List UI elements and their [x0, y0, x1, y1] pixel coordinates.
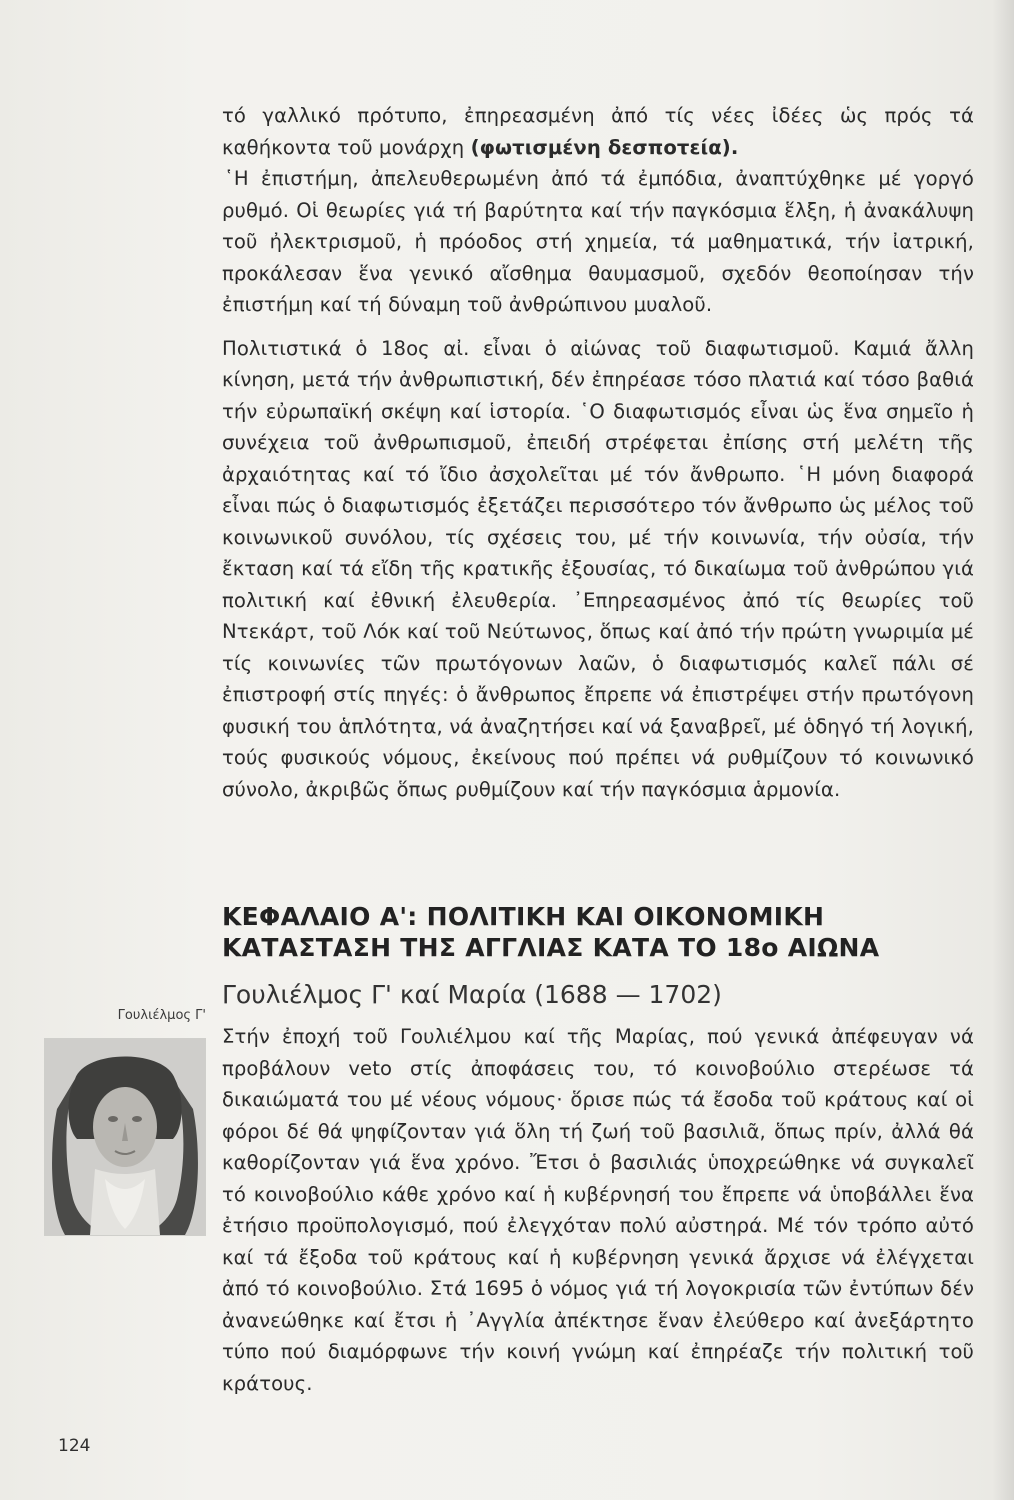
paragraph-science: ῾Η ἐπιστήμη, ἀπελευθερωμένη ἀπό τά ἐμπόδια, ἀναπτύχθηκε μέ γοργό ρυθμό. Οἱ θεωρίες γιά τή βαρύτητα καί τήν παγκόσμια ἕλξη, ἡ ἀνακάλυψη τοῦ ἠλεκτρισμοῦ, ἡ πρόοδος στή χημεία, τά μαθηματικά, τήν ἰατρική, προκάλεσαν ἕνα γενικό αἴσθημα θαυμασμοῦ, σχεδόν θεοποίησαν τήν ἐπιστήμη καί τή δύναμη τοῦ ἀνθρώπινου μυαλοῦ.	[222, 167, 974, 316]
portrait-image	[44, 1038, 206, 1236]
paragraph-intro	[222, 100, 974, 163]
main-text-column	[222, 100, 974, 1399]
enlightened-despotism-term: (φωτισμένη δεσποτεία).	[470, 135, 739, 159]
chapter-heading-line-1: ΚΕΦΑΛΑΙΟ Α': ΠΟΛΙΤΙΚΗ ΚΑΙ ΟΙΚΟΝΟΜΙΚΗ	[222, 902, 825, 931]
chapter-heading	[222, 901, 974, 963]
portrait-caption: Γουλιέλμος Γ'	[117, 1008, 206, 1023]
paragraph-william-mary: Στήν ἐποχή τοῦ Γουλιέλμου καί τῆς Μαρίας, πού γενικά ἀπέφευγαν νά προβάλουν veto στίς ἀποφάσεις του, τό κοινοβούλιο στερέωσε τά δικαιώματά του μέ νέους νόμους· ὅρισε πώς τά ἔσοδα τοῦ κράτους καί οἱ φόροι δέ θά ψηφίζονταν γιά ὅλη τή ζωή τοῦ βασιλιᾶ, ὅπως πρίν, ἀλλά θά καθορίζονταν γιά ἕνα χρόνο. Ἔτσι ὁ βασιλιάς ὑποχρεώθηκε νά συγκαλεῖ τό κοινοβούλιο κάθε χρόνο καί ἡ κυβέρνησή του ἔπρεπε νά ὑποβάλλει ἕνα ἐτήσιο προϋπολογισμό, πού ἐλεγχόταν πολύ αὐστηρά. Μέ τόν τρόπο αὐτό καί τά ἔξοδα τοῦ κράτους καί ἡ κυβέρνηση γενικά ἄρχισε νά ἐλέγχεται ἀπό τό κοινοβούλιο. Στά 1695 ὁ νόμος γιά τή λογοκρισία τῶν ἐντύπων δέν ἀνανεώθηκε καί ἔτσι ἡ ᾽Αγγλία ἀπέκτησε ἕναν ἐλεύθερο καί ἀνεξάρτητο τύπο πού διαμόρφωνε τήν κοινή γνώμη καί ἐπηρέαζε τήν πολιτική τοῦ κράτους.	[222, 1025, 974, 1395]
paragraph-enlightenment: Πολιτιστικά ὁ 18ος αἰ. εἶναι ὁ αἰώνας τοῦ διαφωτισμοῦ. Καμιά ἄλλη κίνηση, μετά τήν ἀνθρωπιστική, δέν ἐπηρέασε τόσο πλατιά καί τόσο βαθιά τήν εὐρωπαϊκή σκέψη καί ἱστορία. ῾Ο διαφωτισμός εἶναι ὡς ἕνα σημεῖο ἡ συνέχεια τοῦ ἀνθρωπισμοῦ, ἐπειδή στρέφεται ἐπίσης στή μελέτη τῆς ἀρχαιότητας καί τό ἴδιο ἀσχολεῖται μέ τόν ἄνθρωπο. ῾Η μόνη διαφορά εἶναι πώς ὁ διαφωτισμός ἐξετάζει περισσότερο τόν ἄνθρωπο ὡς μέλος τοῦ κοινωνικοῦ συνόλου, τίς σχέσεις του, μέ τήν κοινωνία, τήν οὐσία, τήν ἔκταση καί τά εἴδη τῆς κρατικῆς ἐξουσίας, τό δικαίωμα τοῦ ἀνθρώπου γιά πολιτική καί ἐθνική ἐλευθερία. ᾽Επηρεασμένος ἀπό τίς θεωρίες τοῦ Ντεκάρτ, τοῦ Λόκ καί τοῦ Νεύτωνος, ὅπως καί ἀπό τήν πρώτη γνωριμία μέ τίς κοινωνίες τῶν πρωτόγονων λαῶν, ὁ διαφωτισμός καλεῖ πάλι σέ ἐπιστροφή στίς πηγές: ὁ ἄνθρωπος ἔπρεπε νά ἐπιστρέψει στήν πρωτόγονη φυσική του ἁπλότητα, νά ἀναζητήσει καί νά ξαναβρεῖ, μέ ὁδηγό τή λογική, τούς φυσικούς νόμους, ἐκείνους πού πρέπει νά ρυθμίζουν τό κοινωνικό σύνολο, ἀκριβῶς ὅπως ρυθμίζουν καί τήν παγκόσμια ἁρμονία.	[222, 336, 974, 801]
portrait-illustration	[45, 1039, 205, 1235]
page-number: 124	[58, 1436, 91, 1456]
section-heading: Γουλιέλμος Γ' καί Μαρία (1688 — 1702)	[222, 980, 722, 1009]
page-gutter-shadow	[992, 0, 1014, 1500]
chapter-heading-line-2: ΚΑΤΑΣΤΑΣΗ ΤΗΣ ΑΓΓΛΙΑΣ ΚΑΤΑ ΤΟ 18ο ΑΙΩΝΑ	[222, 933, 880, 962]
paragraph-intro-text: τό γαλλικό πρότυπο, ἐπηρεασμένη ἀπό τίς νέες ἰδέες ὡς πρός τά καθήκοντα τοῦ μονάρχη	[222, 104, 974, 159]
